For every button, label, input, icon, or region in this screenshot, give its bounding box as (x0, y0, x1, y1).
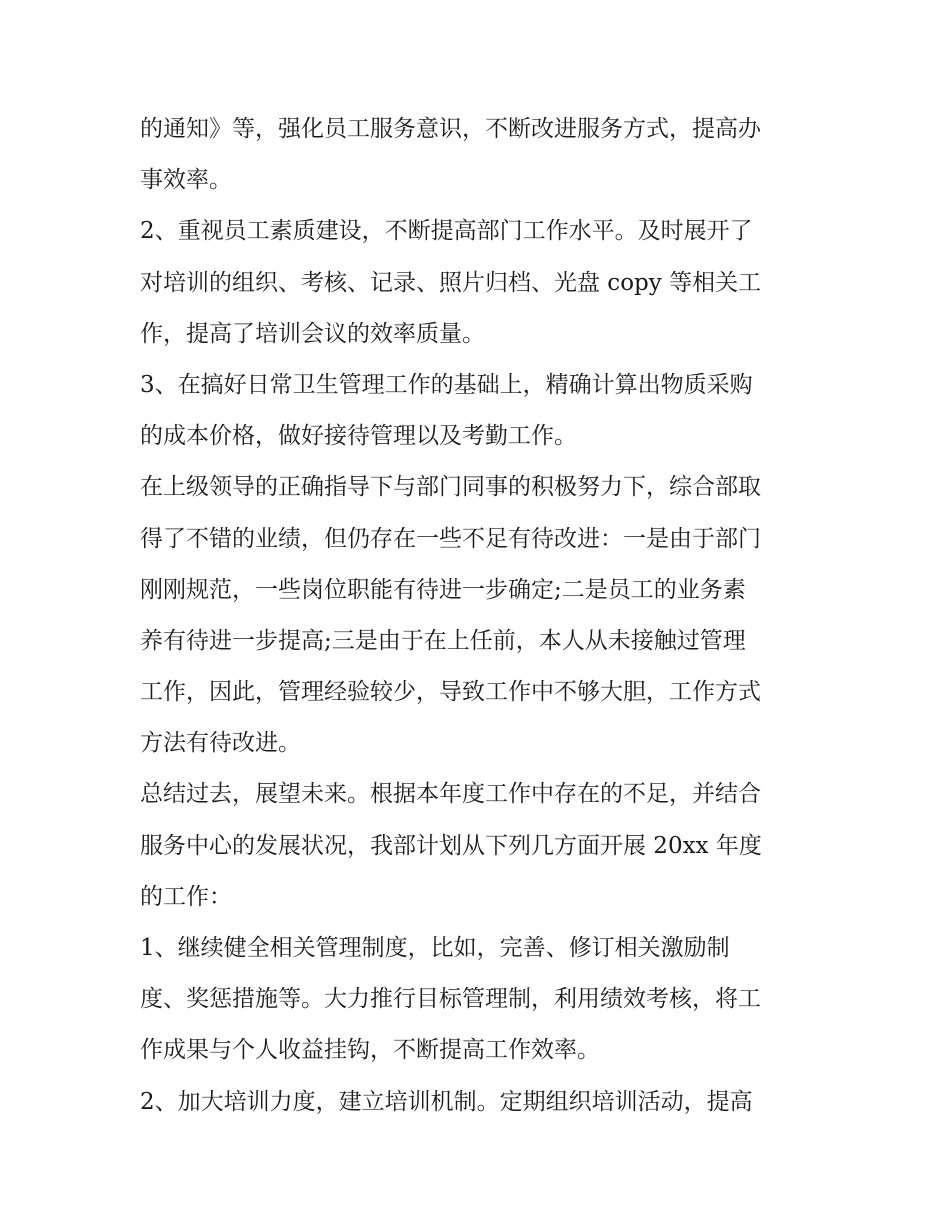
text-line: 工作，因此，管理经验较少，导致工作中不够大胆，工作方式 (140, 679, 761, 706)
text-line: 的成本价格，做好接待管理以及考勤工作。 (140, 423, 577, 450)
text-line: 对培训的组织、考核、记录、照片归档、光盘 copy 等相关工 (140, 269, 762, 296)
text-line: 得了不错的业绩，但仍存在一些不足有待改进：一是由于部门 (140, 525, 761, 552)
text-line: 1、继续健全相关管理制度，比如，完善、修订相关激励制 (140, 935, 730, 961)
text-line: 度、奖惩措施等。大力推行目标管理制，利用绩效考核，将工 (140, 986, 761, 1013)
text-line: 的工作： (140, 883, 232, 910)
text-line: 事效率。 (140, 167, 232, 194)
text-line: 作，提高了培训会议的效率质量。 (140, 320, 485, 347)
text-line: 总结过去，展望未来。根据本年度工作中存在的不足，并结合 (140, 781, 761, 808)
text-line: 作成果与个人收益挂钩，不断提高工作效率。 (140, 1037, 600, 1064)
text-line: 服务中心的发展状况，我部计划从下列几方面开展 20xx 年度 (140, 832, 762, 859)
text-line: 养有待进一步提高;三是由于在上任前，本人从未接触过管理 (140, 627, 746, 654)
text-line: 3、在搞好日常卫生管理工作的基础上，精确计算出物质采购 (140, 371, 753, 398)
document-body-text (140, 104, 820, 1128)
text-line: 2、加大培训力度，建立培训机制。定期组织培训活动，提高 (140, 1088, 753, 1115)
text-line: 刚刚规范，一些岗位职能有待进一步确定;二是员工的业务素 (140, 576, 746, 603)
text-line: 2、重视员工素质建设，不断提高部门工作水平。及时展开了 (140, 218, 753, 245)
text-line: 的通知》等，强化员工服务意识，不断改进服务方式，提高办 (140, 116, 761, 142)
text-line: 在上级领导的正确指导下与部门同事的积极努力下，综合部取 (140, 474, 761, 501)
text-line: 方法有待改进。 (140, 730, 301, 757)
